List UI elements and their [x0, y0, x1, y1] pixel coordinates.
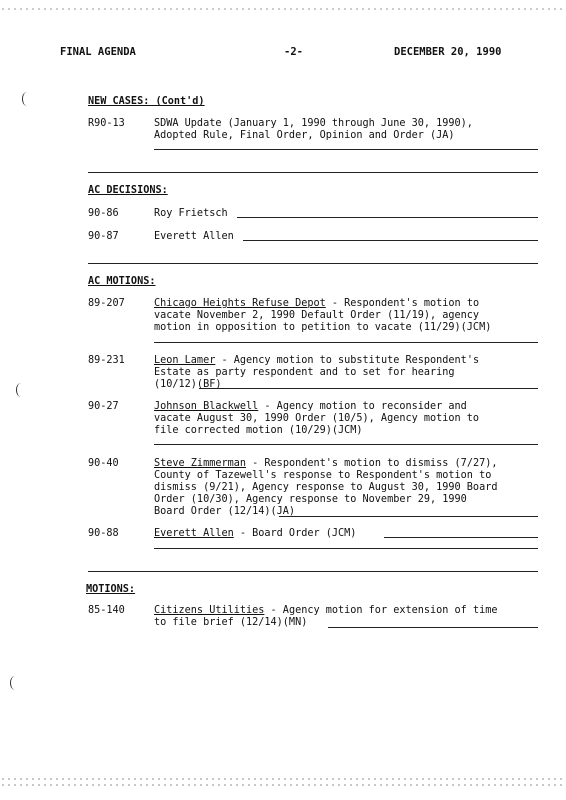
case-number: 89-231 [88, 355, 125, 366]
hole-punch-mark-3 [10, 676, 20, 690]
case-description-line: Johnson Blackwell - Agency motion to reconsider and [154, 401, 467, 412]
case-description-line: vacate August 30, 1990 Order (10/5), Agency motion to [154, 413, 480, 424]
case-number: 90-40 [88, 458, 119, 469]
case-description-line: SDWA Update (January 1, 1990 through June 30, 1990), [154, 118, 473, 129]
case-number: 90-88 [88, 528, 119, 539]
signature-line [199, 388, 538, 389]
case-name: Everett Allen [154, 528, 234, 539]
case-name: Leon Lamer [154, 355, 216, 366]
hole-punch-mark-2 [16, 383, 26, 397]
case-description-line: Citizens Utilities - Agency motion for extension of time [154, 605, 498, 616]
signature-line [154, 444, 538, 445]
case-description-line: Leon Lamer - Agency motion to substitute Respondent's [154, 355, 480, 366]
case-description-line: (10/12)(BF) [154, 379, 222, 390]
section-divider [88, 172, 538, 173]
case-description-line: vacate November 2, 1990 Default Order (11/19), agency [154, 310, 480, 321]
case-number: R90-13 [88, 118, 125, 129]
case-description-line: motion in opposition to petition to vacate (11/29)(JCM) [154, 322, 492, 333]
signature-line [279, 516, 538, 517]
signature-line [237, 217, 538, 218]
signature-line [154, 149, 538, 150]
case-name: Steve Zimmerman [154, 458, 247, 469]
case-description-line: Chicago Heights Refuse Depot - Respondent's motion to [154, 298, 480, 309]
case-description-line: to file brief (12/14)(MN) [154, 617, 308, 628]
case-description-line: dismiss (9/21), Agency response to August 30, 1990 Board [154, 482, 498, 493]
signature-line [154, 342, 538, 343]
section-heading-new-cases: NEW CASES: (Cont'd) [88, 96, 205, 107]
case-name: Chicago Heights Refuse Depot [154, 298, 326, 309]
signature-line [384, 537, 538, 538]
hole-punch-mark-1 [22, 92, 32, 106]
case-number: 90-27 [88, 401, 119, 412]
case-description-line: County of Tazewell's response to Respondent's motion to [154, 470, 492, 481]
case-description-line: Adopted Rule, Final Order, Opinion and Order (JA) [154, 130, 455, 141]
section-divider [88, 263, 538, 264]
case-name: Citizens Utilities [154, 605, 265, 616]
case-description-line: Everett Allen - Board Order (JCM) [154, 528, 357, 539]
signature-line [154, 548, 538, 549]
case-description-line: file corrected motion (10/29)(JCM) [154, 425, 363, 436]
case-description-line: Board Order (12/14)(JA) [154, 506, 296, 517]
section-heading-motions: MOTIONS: [86, 584, 136, 595]
case-description-line: Order (10/30), Agency response to November 29, 1990 [154, 494, 467, 505]
case-number: 89-207 [88, 298, 125, 309]
section-heading-ac-motions: AC MOTIONS: [88, 276, 156, 287]
case-number: 90-86 [88, 208, 119, 219]
agenda-date: DECEMBER 20, 1990 [394, 46, 502, 58]
case-name: Johnson Blackwell [154, 401, 259, 412]
agenda-title: FINAL AGENDA [60, 46, 136, 58]
page-number: -2- [284, 46, 303, 58]
signature-line [328, 627, 538, 628]
case-name: Roy Frietsch [154, 208, 228, 219]
bottom-scan-noise [0, 776, 566, 788]
case-name: Everett Allen [154, 231, 234, 242]
section-heading-ac-decisions: AC DECISIONS: [88, 185, 168, 196]
section-divider [88, 571, 538, 572]
case-description-line: Estate as party respondent and to set for hearing [154, 367, 455, 378]
signature-line [243, 240, 538, 241]
case-description-line: Steve Zimmerman - Respondent's motion to dismiss (7/27), [154, 458, 498, 469]
top-scan-noise [0, 6, 566, 12]
case-number: 90-87 [88, 231, 119, 242]
case-number: 85-140 [88, 605, 125, 616]
